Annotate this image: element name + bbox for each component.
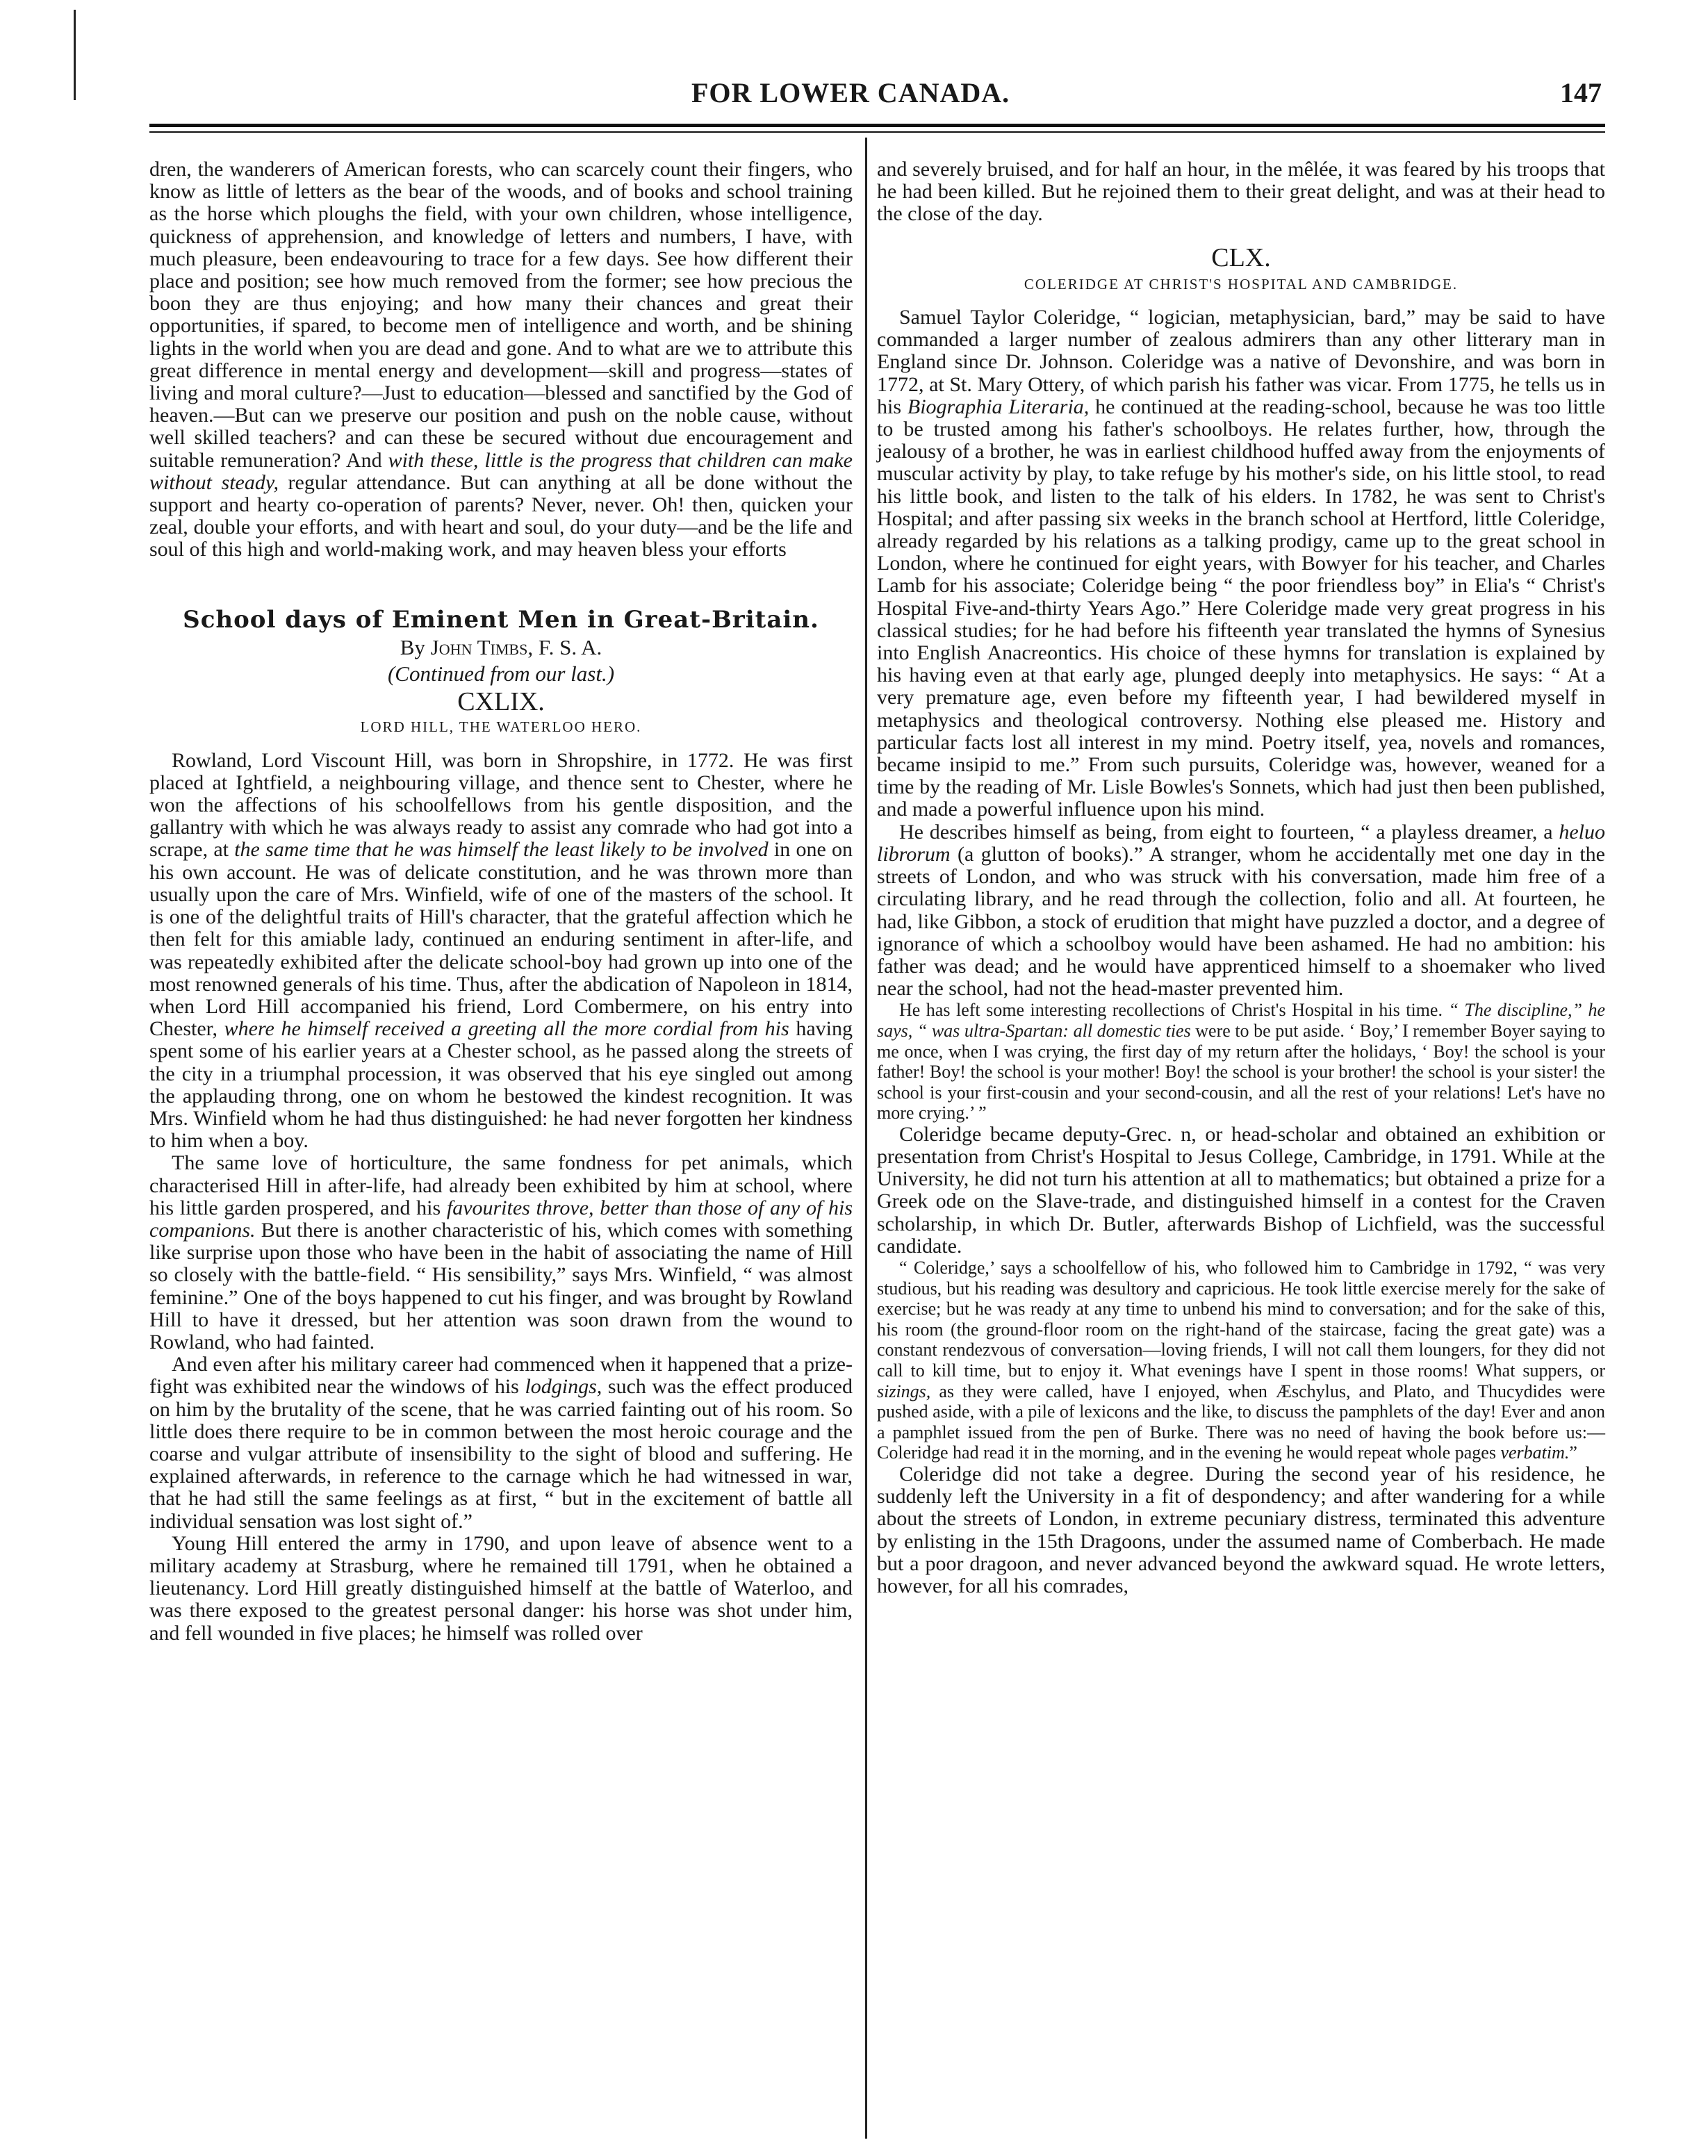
author-name: John Timbs [430, 634, 528, 659]
paragraph: dren, the wanderers of American forests, who can scarcely count their fingers, who know as little of letters as the bear of the woods, and of books and school training as the horse which ploughs the field, with your own children, whose intelligence, quickness of apprehension, and knowledge of letters and numbers, I have, with much pleasure, been endeavouring to trace for a few days. See how different their place and position; see how much removed from the former; see how precious the boon they are thus enjoying; and how many their chances and great their opportunities, if spared, to become men of intelligence and worth, and be shining lights in the world when you are dead and gone. And to what are we to attribute this great difference in mental energy and development—skill and progress—states of living and moral culture?—Just to education—blessed and sanctified by the God of heaven.—But can we preserve our position and push on the noble cause, without well skilled teachers? and can these be secured without due encouragement and suitable remuneration? And with these, little is the progress that children can make without steady, regular attendance. But can anything at all be done without the support and hearty co-operation of parents? Never, never. Oh! then, quicken your zeal, double your efforts, and with heart and soul, do your duty—and be the life and soul of this high and world-making work, and may heaven bless your efforts [149, 158, 853, 561]
running-head [149, 76, 1602, 118]
section-title: School days of Eminent Men in Great-Britain. [183, 605, 819, 634]
paragraph: Rowland, Lord Viscount Hill, was born in Shropshire, in 1772. He was first placed at Ightfield, a neighbouring village, and thence sent to Chester, where he won the affections of his schoolfellows from his gentle disposition, and the gallantry with which he was always ready to assist any comrade who had got into a scrape, at the same time that he was himself the least likely to be involved in one on his own account. He was of delicate constitution, and he was thrown more than usually upon the care of Mrs. Winfield, wife of one of the masters of the school. It is one of the delightful traits of Hill's character, that the grateful affection which he then felt for this amiable lady, continued an enduring sentiment in after-life, and was repeatedly exhibited after the delicate school-boy had grown up into one of the most renowned generals of his time. Thus, after the abdication of Napoleon in 1814, when Lord Hill accompanied his friend, Lord Combermere, on his entry into Chester, where he himself received a greeting all the more cordial from his having spent some of his earlier years at a Chester school, as he passed along the streets of the city in a triumphal procession, it was observed that his eye singled out among the applauding throng, one on whom he bestowed the kindest recognition. It was Mrs. Winfield whom he had thus distinguished: he had never forgotten her kindness to him when a boy. [149, 748, 853, 1153]
paragraph: Samuel Taylor Coleridge, “ logician, metaphysician, bard,” may be said to have commanded a larger number of zealous admirers than any other litterary man in England since Dr. Johnson. Coleridge was a native of Devonshire, and was born in 1772, at St. Mary Ottery, of which parish his father was vicar. From 1775, he tells us in his Biographia Literaria, he continued at the reading-school, because he was too little to be trusted among his father's schoolboys. He relates further, how, through the jealousy of a brother, he was in earliest childhood huffed away from the enjoyments of muscular activity by play, to take refuge by his mother's side, on his little stool, to read his little book, and listen to the talk of his elders. In 1782, he was sent to Christ's Hospital; and after passing six weeks in the branch school at Hertford, little Coleridge, already regarded by his relations as a talking prodigy, came up to the great school in London, where he continued for eight years, with Bowyer for his teacher, and Charles Lamb for his associate; Coleridge being “ the poor friendless boy” in Elia's “ Christ's Hospital Five-and-thirty Years Ago.” Here Coleridge made very great progress in his classical studies; for he had before his fifteenth year translated the hymns of Synesius into English Anacreontics. His choice of these hymns for translation is explained by his having even at that early age, plunged deeply into metaphysics. He says: “ At a very premature age, even before my fifteenth year, I had bewildered myself in metaphysics and theological controversy. Nothing else pleased me. History and particular facts lost all interest in my mind. Poetry itself, yea, novels and romances, became insipid to me.” From such pursuits, Coleridge was, however, weaned for a time by the reading of Mr. Lisle Bowles's Sonnets, which had just then been published, and made a powerful influence upon his mind. [877, 306, 1605, 821]
chapter-title: COLERIDGE AT CHRIST'S HOSPITAL AND CAMBRIDGE. [1024, 275, 1459, 293]
header-rule-thick [149, 124, 1605, 127]
paragraph: and severely bruised, and for half an hour, in the mêlée, it was feared by his troops that he had been killed. But he rejoined them to their great delight, and was at their head to the close of the day. [877, 158, 1605, 226]
gutter-line [74, 10, 76, 100]
chapter-title: LORD HILL, THE WATERLOO HERO. [360, 718, 642, 736]
quotation-paragraph: “ Coleridge,’ says a schoolfellow of his, who followed him to Cambridge in 1792, “ was very studious, but his reading was desultory and capricious. He took little exercise merely for the sake of exercise; but he was ready at any time to unbend his mind to conversation; and for the sake of this, his room (the ground-floor room on the right-hand of the staircase, facing the great gate) was a constant rendezvous of conversation—loving friends, I will not call them loungers, for they did not call to kill time, but to enjoy it. What evenings have I spent in those rooms! What suppers, or sizings, as they were called, have I enjoyed, when Æschylus, and Plato, and Thucydides were pushed aside, with a pile of lexicons and the like, to discuss the pamphlets of the day! Ever and anon a pamphlet issued from the pen of Burke. There was no need of having the book before us:—Coleridge had read it in the morning, and in the evening he would repeat whole pages verbatim.” [877, 1258, 1605, 1463]
right-column [877, 158, 1605, 1597]
continued-note: (Continued from our last.) [387, 661, 615, 686]
paragraph: The same love of horticulture, the same fondness for pet animals, which characterised Hill in after-life, had already been exhibited by him at school, where his little garden prospered, and his favourites throve, better than those of any of his companions. But there is another characteristic of his, which comes with something like surprise upon those who have been in the habit of associating the name of Hill so closely with the battle-field. “ His sensibility,” says Mrs. Winfield, “ was almost feminine.” One of the boys happened to cut his finger, and was brought by Rowland Hill to have it dressed, but her attention was soon drawn from the wound to Rowland, who had fainted. [149, 1151, 853, 1353]
chapter-numeral: CLX. [1211, 242, 1271, 272]
paragraph: Coleridge became deputy-Grec. n, or head-scholar and obtained an exhibition or presentation from Christ's Hospital to Jesus College, Cambridge, in 1791. While at the University, he did not turn his attention at all to mathematics; but obtained a prize for a Greek ode on the Slave-trade, and distinguished himself in a contest for the Craven scholarship, in which Dr. Butler, afterwards Bishop of Lichfield, was the successful candidate. [877, 1122, 1605, 1258]
paragraph: He describes himself as being, from eight to fourteen, “ a playless dreamer, a heluo librorum (a glutton of books).” A stranger, whom he accidentally met one day in the streets of London, and who was struck with his conversation, made him free of a circulating library, and he read through the collection, folio and all. At fourteen, he had, like Gibbon, a stock of erudition that might have puzzled a doctor, and a degree of ignorance of which a schoolboy would have been ashamed. He had no ambition: his father was dead; and he would have apprenticed himself to a shoemaker who lived near the school, had not the head-master prevented him. [877, 820, 1605, 1001]
chapter-numeral: CXLIX. [457, 687, 545, 717]
paragraph: Young Hill entered the army in 1790, and upon leave of absence went to a military academy at Strasburg, where he remained till 1791, when he obtained a lieutenancy. Lord Hill greatly distinguished himself at the battle of Waterloo, and was there exposed to the greatest personal danger: his horse was shot under him, and fell wounded in five places; he himself was rolled over [149, 1531, 853, 1645]
byline: By John Timbs, F. S. A. [400, 634, 602, 659]
running-title: FOR LOWER CANADA. [691, 77, 1010, 108]
page-number: 147 [1560, 77, 1602, 108]
left-column [149, 158, 853, 1645]
paragraph: And even after his military career had commenced when it happened that a prize-fight was exhibited near the windows of his lodgings, such was the effect produced on him by the brutality of the scene, that he was carried fainting out of his room. So little does there require to be in common between the most heroic courage and the coarse and vulgar attribute of insensibility to the sight of blood and suffering. He explained afterwards, in reference to the carnage which he had witnessed in war, that he had still the same feelings as at first, “ but in the excitement of battle all individual sensation was lost sight of.” [149, 1353, 853, 1533]
quotation-paragraph: He has left some interesting recollections of Christ's Hospital in his time. “ The discipline,” he says, “ was ultra-Spartan: all domestic ties were to be put aside. ‘ Boy,’ I remember Boyer saying to me once, when I was crying, the first day of my return after the holidays, ‘ Boy! the school is your father! Boy! the school is your mother! Boy! the school is your brother! the school is your sister! the school is your first-cousin and your second-cousin, and all the rest of your relations! Let's have no more crying.’ ” [877, 1000, 1605, 1124]
header-rule-thin [149, 131, 1605, 133]
column-divider [865, 138, 867, 2139]
paragraph: Coleridge did not take a degree. During the second year of his residence, he suddenly left the University in a fit of despondency; and after wandering for a while about the streets of London, in extreme pecuniary distress, terminated this adventure by enlisting in the 15th Dragoons, under the assumed name of Comberbach. He made but a poor dragoon, and never advanced beyond the awkward squad. He wrote letters, however, for all his comrades, [877, 1463, 1605, 1598]
